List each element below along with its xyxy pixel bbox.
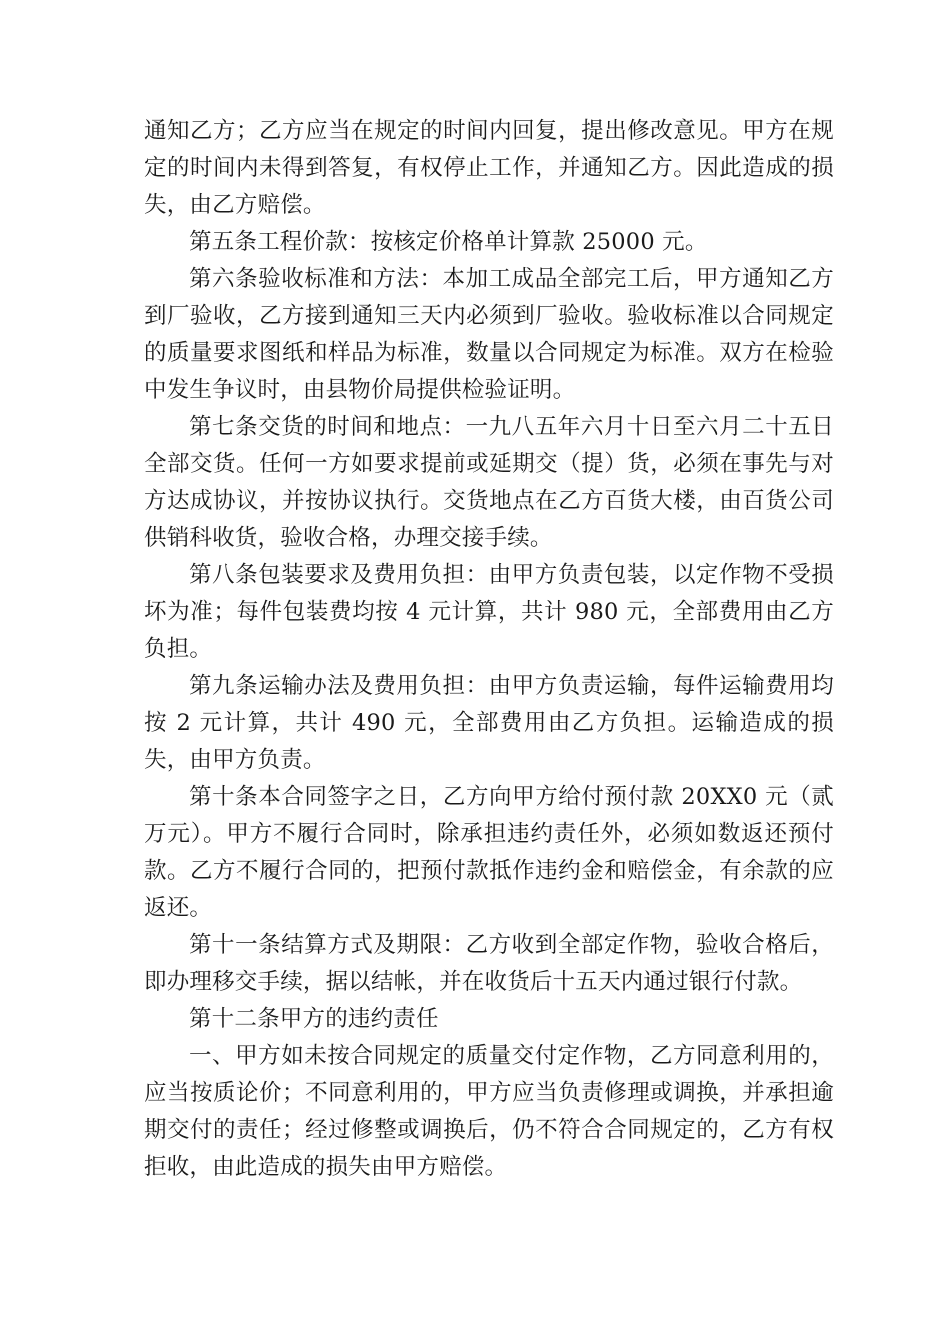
paragraph-article-11: 第十一条结算方式及期限：乙方收到全部定作物，验收合格后，即办理移交手续，据以结帐，并在收货后十五天内通过银行付款。 <box>144 932 834 995</box>
paragraph-article-8: 第八条包装要求及费用负担：由甲方负责包装，以定作物不受损坏为准；每件包装费均按 4 元计算，共计 980 元，全部费用由乙方负担。 <box>144 562 834 662</box>
paragraph-article-12-clause-1: 一、甲方如未按合同规定的质量交付定作物，乙方同意利用的，应当按质论价；不同意利用的，甲方应当负责修理或调换，并承担逾期交付的责任；经过修整或调换后，仍不符合合同规定的，乙方有权拒收，由此造成的损失由甲方赔偿。 <box>144 1043 834 1180</box>
paragraph-article-9: 第九条运输办法及费用负担：由甲方负责运输，每件运输费用均按 2 元计算，共计 490 元，全部费用由乙方负担。运输造成的损失，由甲方负责。 <box>144 673 834 773</box>
paragraph-article-12-heading: 第十二条甲方的违约责任 <box>189 1006 439 1032</box>
paragraph-article-7: 第七条交货的时间和地点：一九八五年六月十日至六月二十五日全部交货。任何一方如要求提前或延期交（提）货，必须在事先与对方达成协议，并按协议执行。交货地点在乙方百货大楼，由百货公司供销科收货，验收合格，办理交接手续。 <box>144 414 834 551</box>
paragraph-continuation: 通知乙方；乙方应当在规定的时间内回复，提出修改意见。甲方在规定的时间内未得到答复，有权停止工作，并通知乙方。因此造成的损失，由乙方赔偿。 <box>144 118 834 218</box>
document-body <box>144 113 834 1186</box>
paragraph-article-10: 第十条本合同签字之日，乙方向甲方给付预付款 20XX0 元（贰万元）。甲方不履行合同时，除承担违约责任外，必须如数返还预付款。乙方不履行合同的，把预付款抵作违约金和赔偿金，有余款的应返还。 <box>144 784 834 921</box>
paragraph-article-6: 第六条验收标准和方法：本加工成品全部完工后，甲方通知乙方到厂验收，乙方接到通知三天内必须到厂验收。验收标准以合同规定的质量要求图纸和样品为标准，数量以合同规定为标准。双方在检验中发生争议时，由县物价局提供检验证明。 <box>144 266 834 403</box>
paragraph-article-5: 第五条工程价款：按核定价格单计算款 25000 元。 <box>189 229 708 255</box>
